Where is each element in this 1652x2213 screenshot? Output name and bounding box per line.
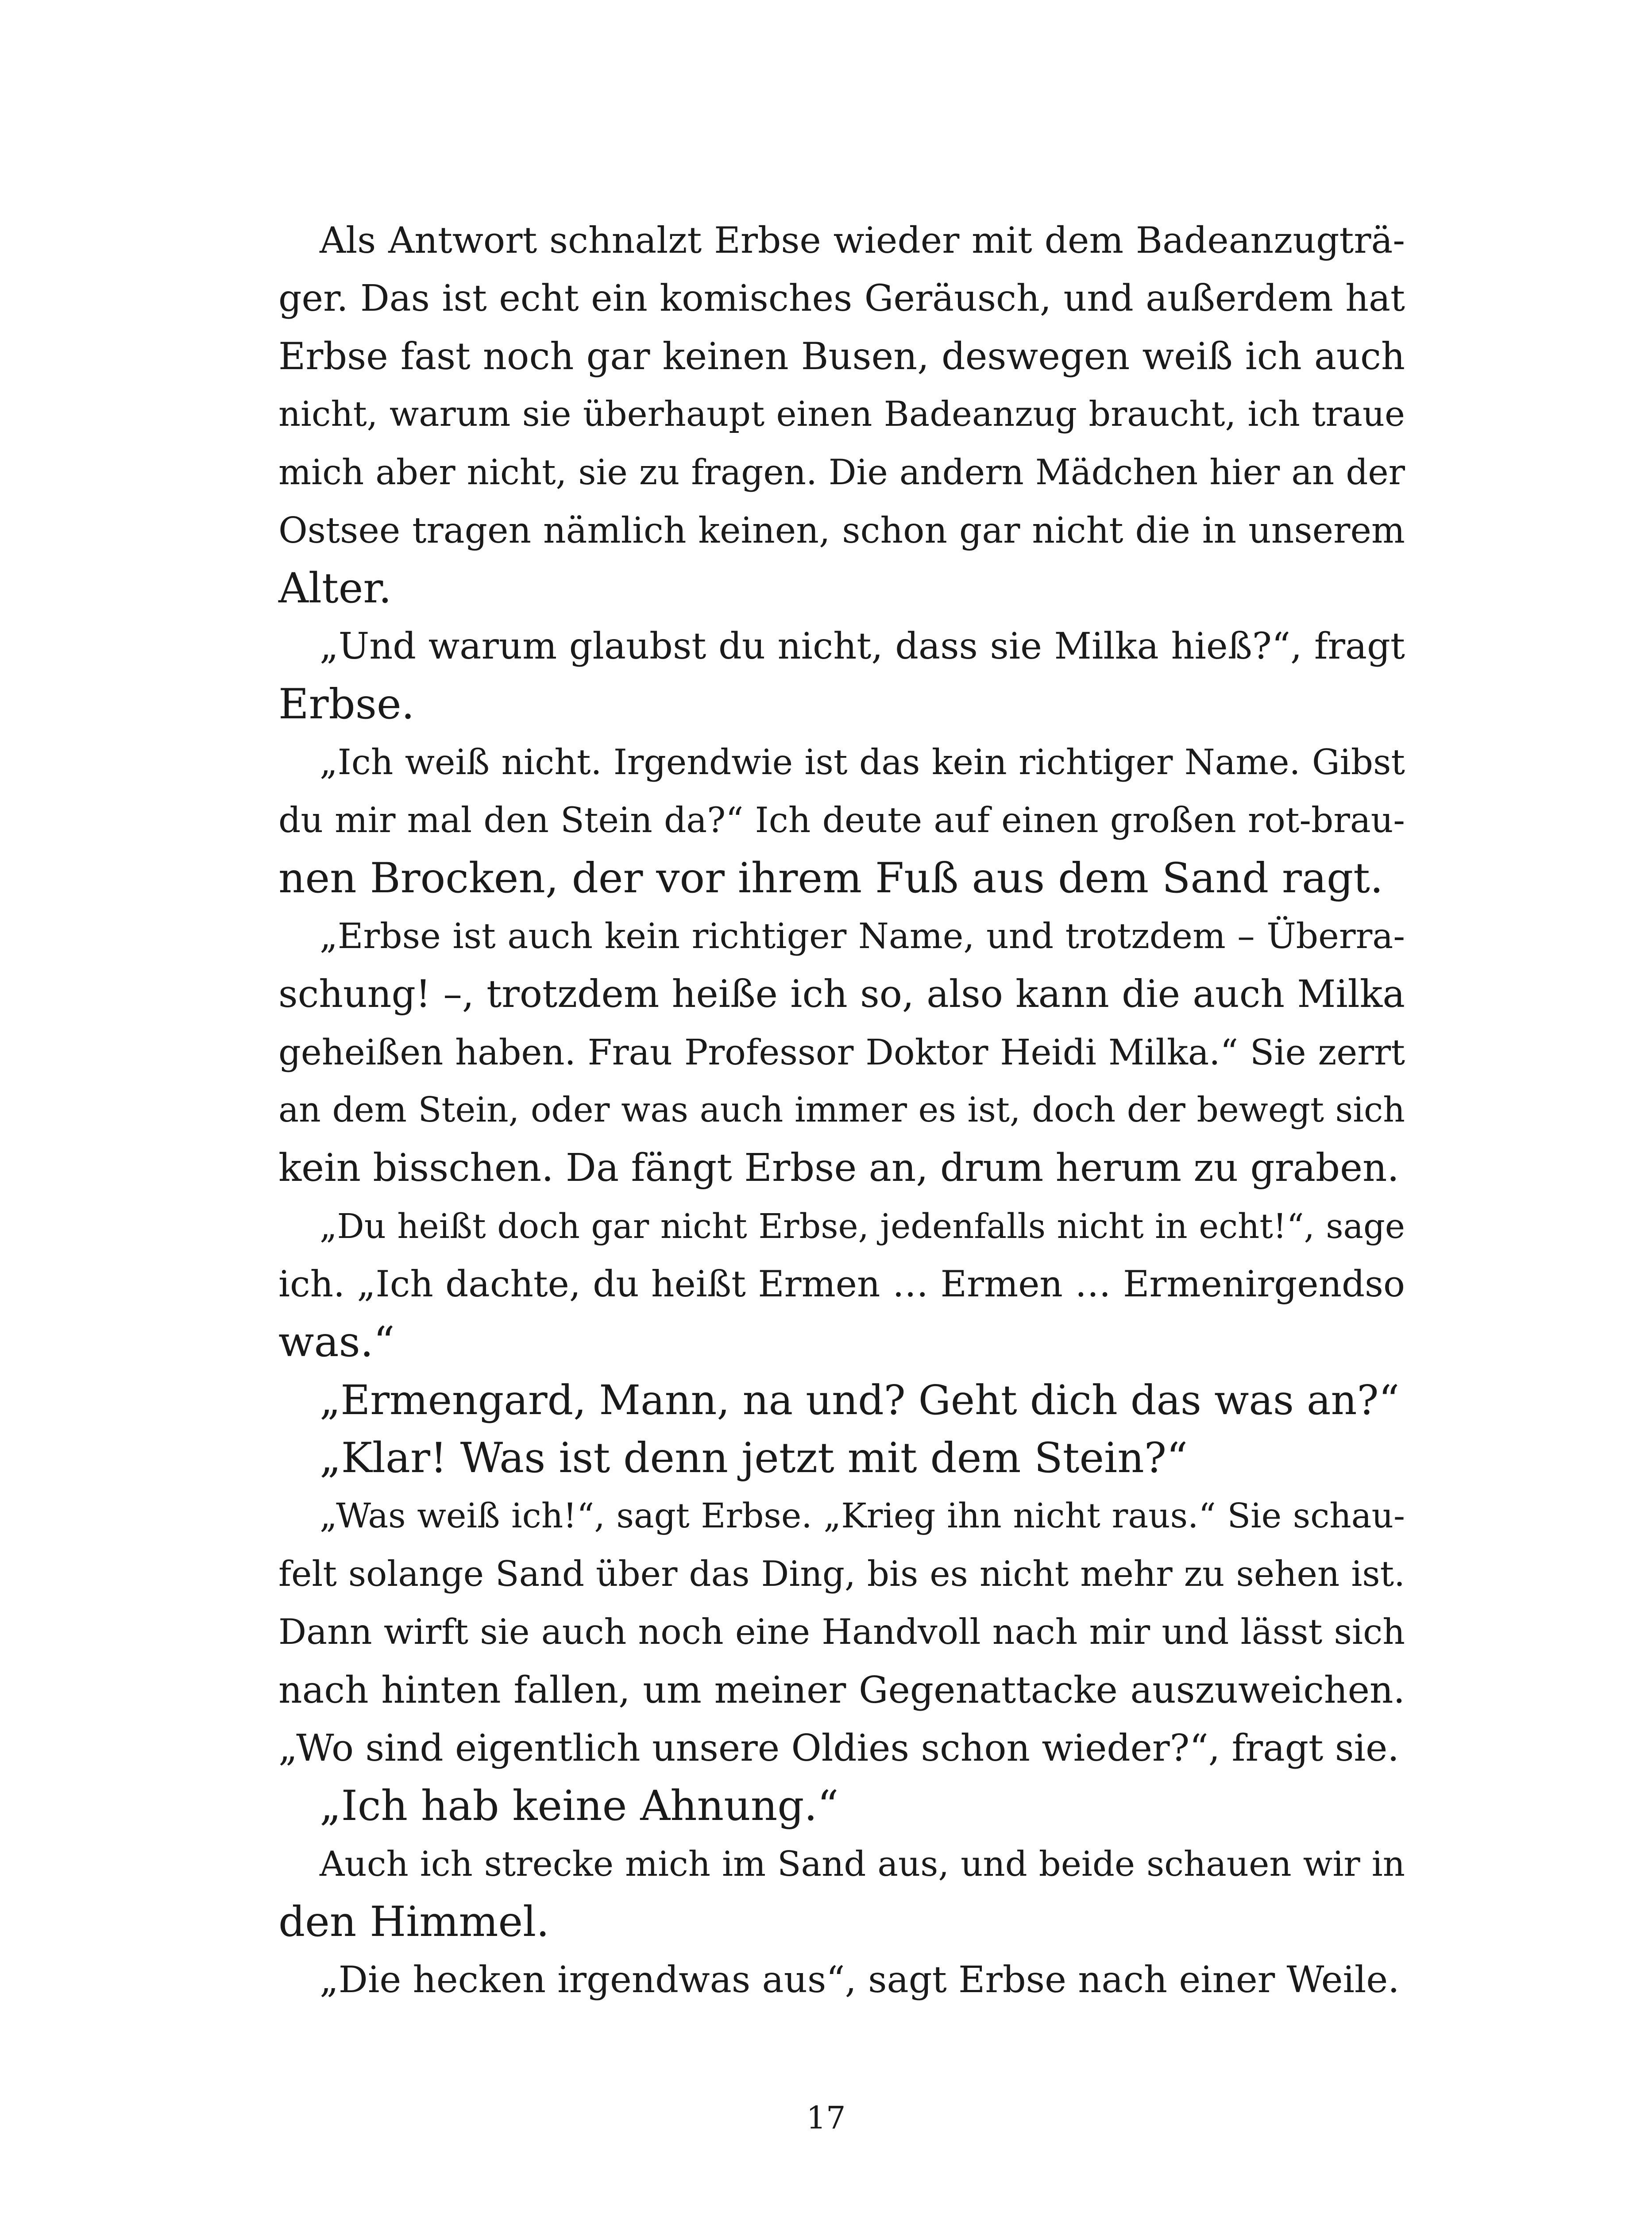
- text-line: den Himmel.: [278, 1898, 550, 1946]
- text-line: Erbse.: [278, 680, 415, 729]
- text-line: kein bisschen. Da fängt Erbse an, drum herum zu graben.: [278, 1146, 1399, 1190]
- text-line: Alter.: [278, 564, 392, 613]
- text-line: „Ich weiß nicht. Irgendwie ist das kein richtiger Name. Gibst: [320, 742, 1405, 783]
- text-line: ger. Das ist echt ein komisches Geräusch, und außerdem hat: [278, 278, 1405, 320]
- text-line: was.“: [278, 1318, 395, 1366]
- body-text: [278, 212, 1405, 2009]
- text-line: „Ermengard, Mann, na und? Geht dich das was an?“: [320, 1376, 1400, 1424]
- text-line: „Was weiß ich!“, sagt Erbse. „Krieg ihn nicht raus.“ Sie schau-: [320, 1496, 1405, 1536]
- text-line: „Erbse ist auch kein richtiger Name, und trotzdem – Überra-: [320, 916, 1405, 956]
- text-line: nen Brocken, der vor ihrem Fuß aus dem Sand ragt.: [278, 854, 1383, 902]
- text-line: Auch ich strecke mich im Sand aus, und beide schauen wir in: [320, 1844, 1405, 1884]
- text-line: du mir mal den Stein da?“ Ich deute auf einen großen rot-brau-: [278, 800, 1405, 840]
- page-number: 17: [806, 2100, 846, 2136]
- text-line: „Und warum glaubst du nicht, dass sie Milka hieß?“, fragt: [320, 625, 1405, 667]
- text-line: Erbse fast noch gar keinen Busen, deswegen weiß ich auch: [278, 335, 1405, 378]
- text-line: felt solange Sand über das Ding, bis es nicht mehr zu sehen ist.: [278, 1554, 1405, 1594]
- text-line: „Wo sind eigentlich unsere Oldies schon wieder?“, fragt sie.: [278, 1727, 1399, 1770]
- text-line: nach hinten fallen, um meiner Gegenattacke auszuweichen.: [278, 1669, 1405, 1712]
- text-line: „Die hecken irgendwas aus“, sagt Erbse nach einer Weile.: [320, 1959, 1400, 2001]
- text-line: Ostsee tragen nämlich keinen, schon gar nicht die in unserem: [278, 510, 1405, 551]
- text-line: mich aber nicht, sie zu fragen. Die andern Mädchen hier an der: [278, 452, 1405, 493]
- text-line: ich. „Ich dachte, du heißt Ermen … Ermen … Ermenirgendso: [278, 1263, 1405, 1305]
- text-line: Als Antwort schnalzt Erbse wieder mit dem Badeanzugträ-: [320, 220, 1405, 262]
- text-line: „Ich hab keine Ahnung.“: [320, 1782, 839, 1830]
- text-line: schung! –, trotzdem heiße ich so, also kann die auch Milka: [278, 972, 1405, 1016]
- text-line: Dann wirft sie auch noch eine Handvoll nach mir und lässt sich: [278, 1612, 1405, 1652]
- text-line: „Klar! Was ist denn jetzt mit dem Stein?“: [320, 1434, 1188, 1482]
- text-line: geheißen haben. Frau Professor Doktor Heidi Milka.“ Sie zerrt: [278, 1032, 1405, 1073]
- text-line: an dem Stein, oder was auch immer es ist, doch der bewegt sich: [278, 1090, 1405, 1130]
- text-line: „Du heißt doch gar nicht Erbse, jedenfalls nicht in echt!“, sage: [320, 1207, 1405, 1246]
- text-line: nicht, warum sie überhaupt einen Badeanzug braucht, ich traue: [278, 394, 1405, 434]
